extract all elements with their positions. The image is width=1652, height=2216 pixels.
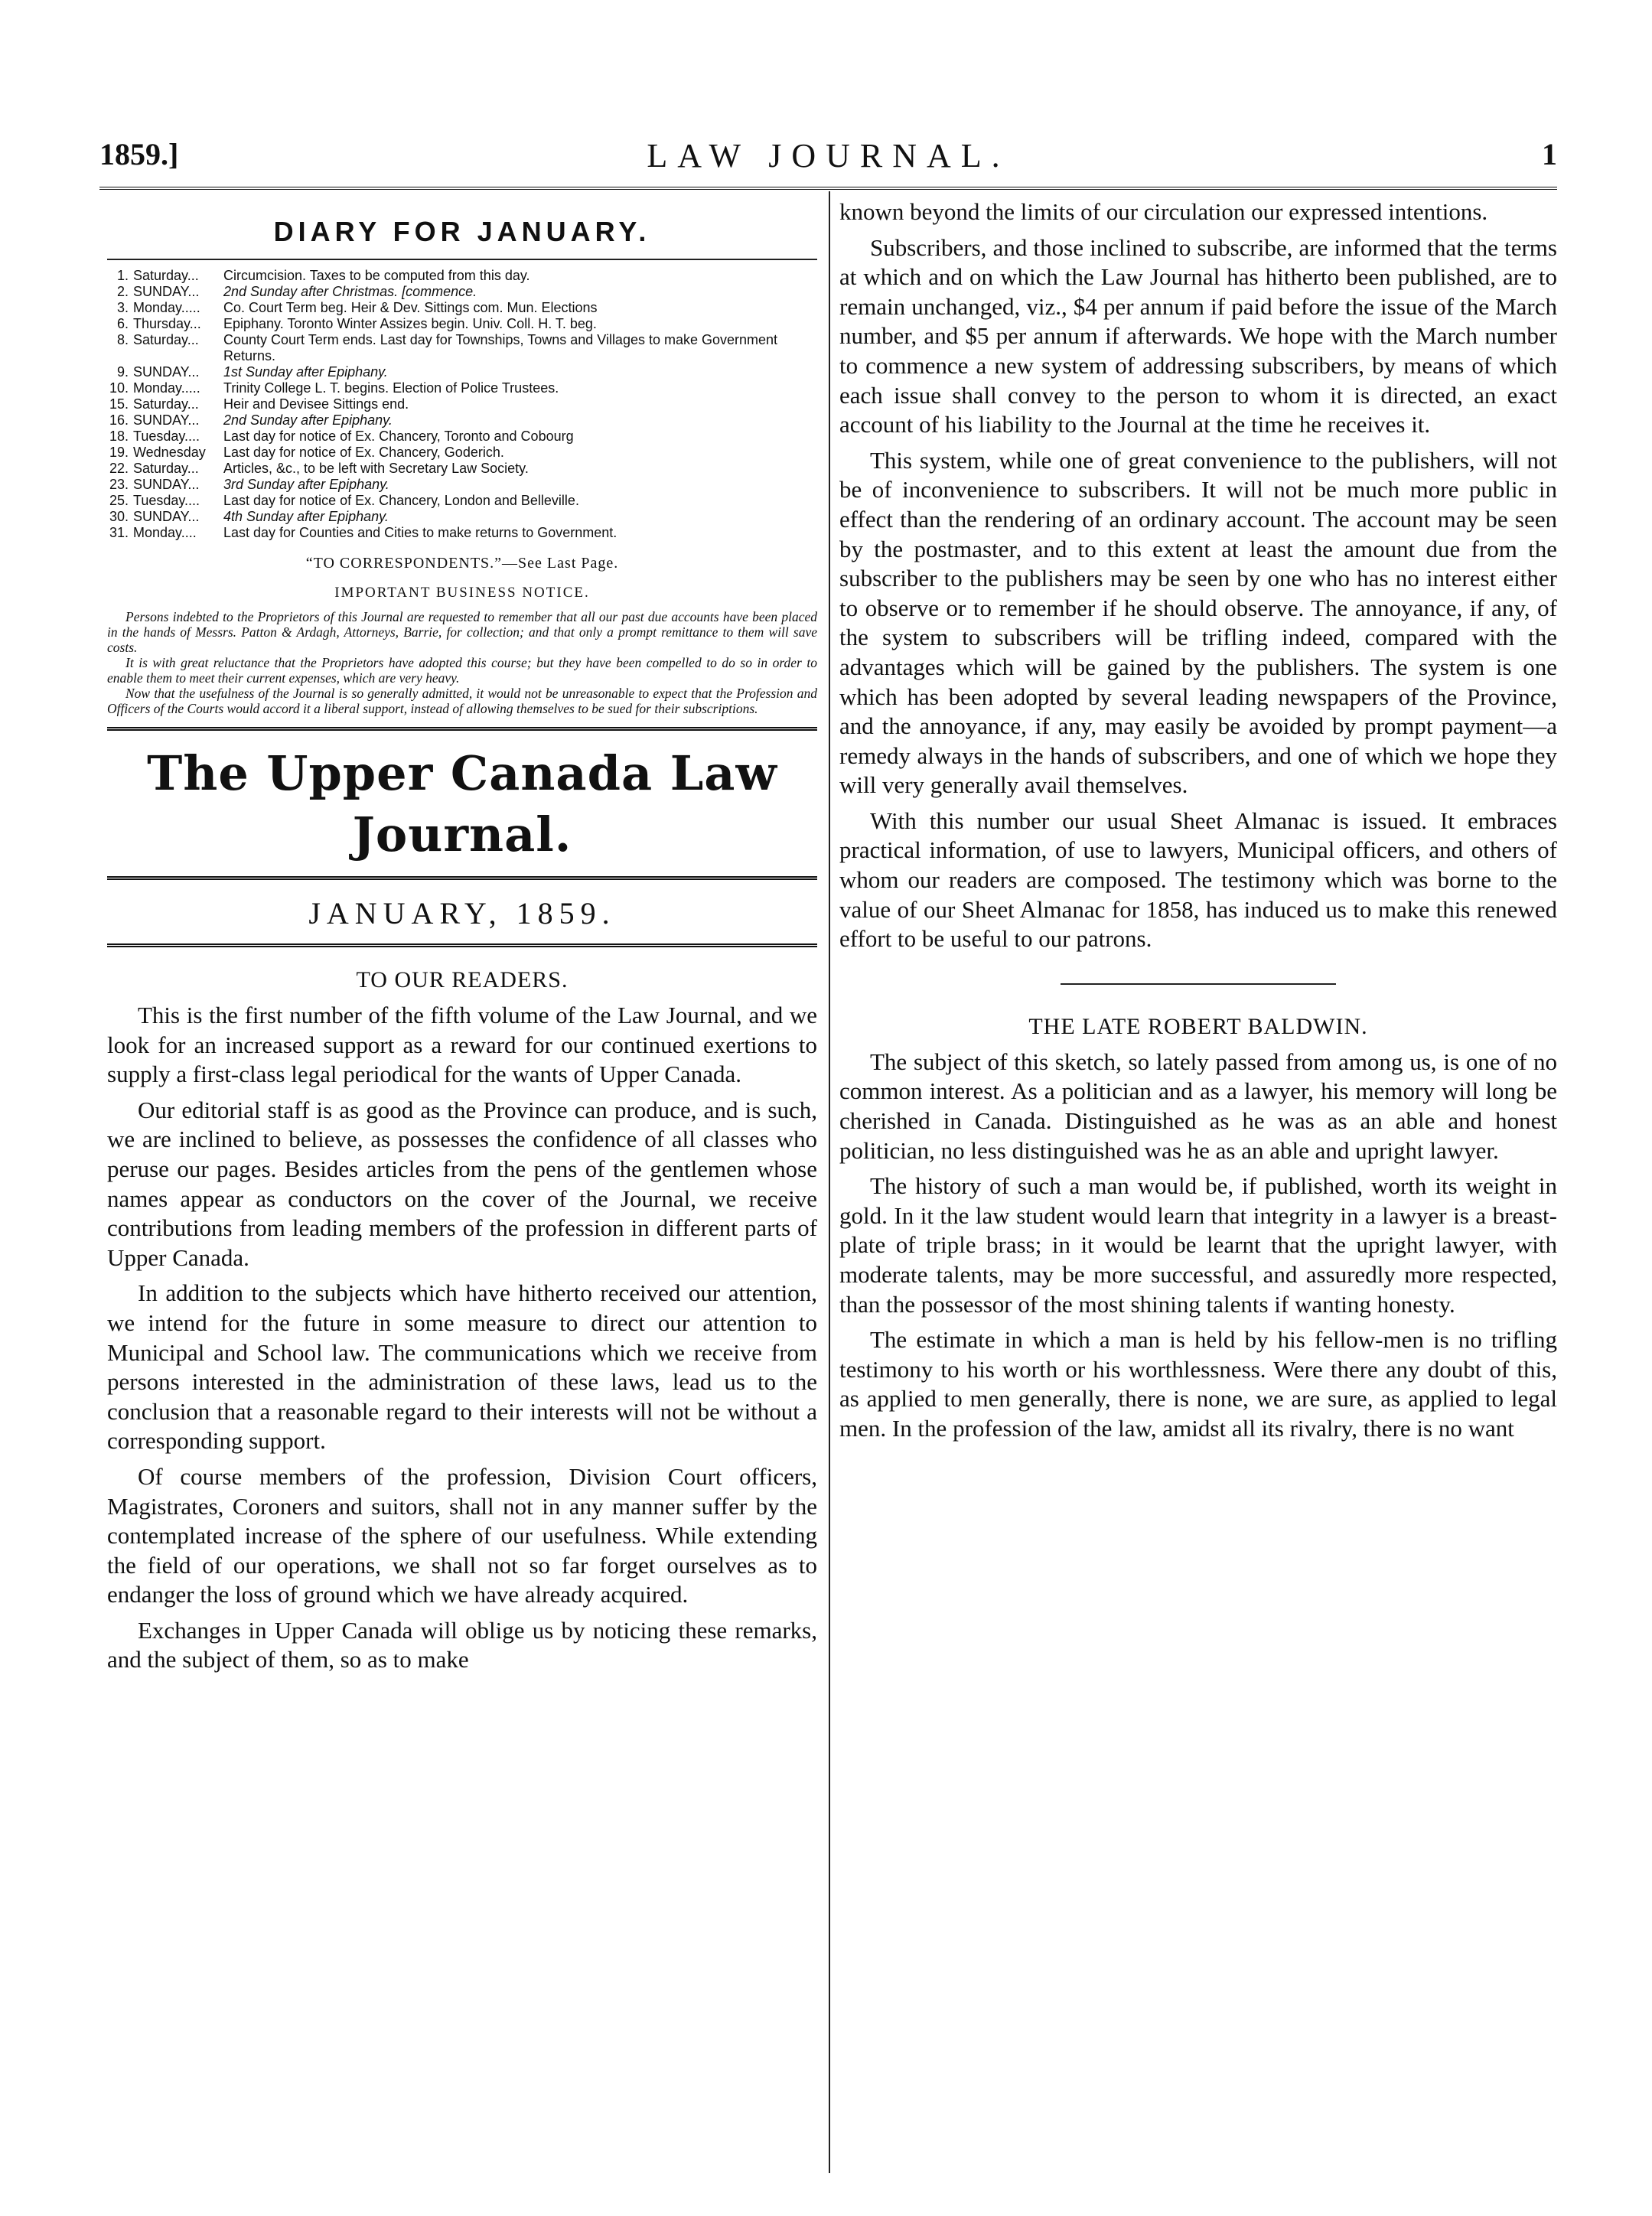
diary-list xyxy=(107,268,817,541)
diary-entry: 2. SUNDAY... 2nd Sunday after Christmas. [commence. xyxy=(116,284,477,299)
diary-entry: 30. SUNDAY... 4th Sunday after Epiphany. xyxy=(109,509,389,524)
notice-paragraph: It is with great reluctance that the Proprietors have adopted this course; but they have been compelled to do so in order to enable them to meet their current expenses, which are very heavy. xyxy=(107,655,817,686)
section-title: TO OUR READERS. xyxy=(356,967,569,992)
body-paragraph: The history of such a man would be, if published, worth its weight in gold. In it the law student would learn that integrity in a lawyer is a breast-plate of triple brass; in it would be learnt that the upright lawyer, with moderate talents, may be more successful, and assuredly more respected, than the possessor of the most shining talents if wanting honesty. xyxy=(839,1172,1557,1318)
body-paragraph: In addition to the subjects which have hitherto received our attention, we intend for the future in some measure to direct our attention to Municipal and School law. The communications which we receive from persons interested in the administration of these laws, lead us to the conclusion that a reasonable regard to their interests will not be without a corresponding support. xyxy=(107,1279,817,1455)
diary-entry: 31. Monday.... Last day for Counties and Cities to make returns to Government. xyxy=(109,525,617,540)
divider xyxy=(107,259,817,260)
body-paragraph: Our editorial staff is as good as the Province can produce, and is such, we are inclined to believe, as possesses the confidence of all classes who peruse our pages. Besides articles from the pens of the gentlemen whose names appear as conductors on the cover of the Journal, we receive contributions from leading members of the profession in different parts of Upper Canada. xyxy=(107,1096,817,1271)
header-rule xyxy=(99,187,1557,190)
issue-date: JANUARY, 1859. xyxy=(308,896,616,930)
body-paragraph: Of course members of the profession, Division Court officers, Magistrates, Coroners and suitors, shall not in any manner suffer by the contemplated increase of the sphere of our usefulness. While extending the field of our operations, we shall not so far forget ourselves as to endanger the loss of ground which we have already acquired. xyxy=(107,1462,817,1608)
divider xyxy=(107,943,817,947)
column-divider xyxy=(829,191,830,2173)
diary-entry: 23. SUNDAY... 3rd Sunday after Epiphany. xyxy=(109,477,389,492)
body-paragraph: This is the first number of the fifth volume of the Law Journal, and we look for an increased support as a reward for our continued exertions to supply a first-class legal periodical for the wants of Upper Canada. xyxy=(107,1002,817,1088)
notice-paragraph: Persons indebted to the Proprietors of this Journal are requested to remember that all our past due accounts have been placed in the hands of Messrs. Patton & Ardagh, Attorneys, Barrie, for collection; and that only a prompt remittance to them will save costs. xyxy=(107,609,817,655)
notice-title: IMPORTANT BUSINESS NOTICE. xyxy=(334,585,590,601)
correspondents-note: “TO CORRESPONDENTS.”—See Last Page. xyxy=(305,555,619,572)
divider xyxy=(107,876,817,880)
diary-entry: 10. Monday..... Trinity College L. T. begins. Election of Police Trustees. xyxy=(109,380,559,396)
body-paragraph: Subscribers, and those inclined to subscribe, are informed that the terms at which and on which the Law Journal has hitherto been published, are to remain unchanged, viz., $4 per annum if paid before the issue of the March number, and $5 per annum if afterwards. We hope with the March number to commence a new system of addressing subscribers, by means of which each issue shall convey to the person to whom it is directed, an exact account of his liability to the Journal at the time he receives it. xyxy=(839,233,1557,438)
masthead: The Upper Canada Law Journal. xyxy=(147,745,777,862)
left-column xyxy=(107,197,817,1681)
diary-entry: 9. SUNDAY... 1st Sunday after Epiphany. xyxy=(116,364,388,380)
diary-entry: 3. Monday..... Co. Court Term beg. Heir & Dev. Sittings com. Mun. Elections xyxy=(116,300,598,315)
body-paragraph: With this number our usual Sheet Almanac is issued. It embraces practical information, of use to lawyers, Municipal officers, and others of whom our readers are composed. The testimony which was borne to the value of our Sheet Almanac for 1858, has induced us to make this renewed effort to be useful to our patrons. xyxy=(839,807,1557,953)
body-paragraph: The estimate in which a man is held by his fellow-men is no trifling testimony to his worth or his worthlessness. Were there any doubt of this, as applied to men generally, there is none, we are sure, as applied to legal men. In the profession of the law, amidst all its rivalry, there is no want xyxy=(839,1326,1557,1442)
diary-entry: 8. Saturday... County Court Term ends. Last day for Townships, Towns and Villages to make Government Returns. xyxy=(116,332,778,363)
divider xyxy=(1061,983,1336,985)
page-header xyxy=(99,129,1557,182)
body-paragraph: known beyond the limits of our circulation our expressed intentions. xyxy=(839,198,1488,225)
body-paragraph: Exchanges in Upper Canada will oblige us by noticing these remarks, and the subject of them, so as to make xyxy=(107,1616,817,1673)
diary-entry: 22. Saturday... Articles, &c., to be left with Secretary Law Society. xyxy=(109,461,529,476)
diary-title: DIARY FOR JANUARY. xyxy=(273,216,651,247)
diary-entry: 18. Tuesday.... Last day for notice of Ex. Chancery, Toronto and Cobourg xyxy=(109,429,574,444)
diary-entry: 19. Wednesday Last day for notice of Ex. Chancery, Goderich. xyxy=(109,445,504,460)
diary-entry: 15. Saturday... Heir and Devisee Sittings end. xyxy=(109,396,409,412)
body-paragraph: This system, while one of great convenience to the publishers, will not be of inconvenience to subscribers. It will not be much more public in effect than the rendering of an ordinary account. The account may be seen by the postmaster, and to this extent at least the amount due from the subscriber to the publishers may be seen by one who has no interest either to observe or to remember if he should observe. The annoyance, if any, of the system to subscribers will be trifling indeed, compared with the advantages which will be gained by the publishers. The system is one which has been adopted by several leading newspapers of the Province, and the annoyance, if any, may easily be avoided by prompt payment—a remedy always in the hands of subscribers, and one of which we hope they will very generally avail themselves. xyxy=(839,446,1557,799)
section-title: THE LATE ROBERT BALDWIN. xyxy=(1028,1013,1368,1039)
diary-entry: 6. Thursday... Epiphany. Toronto Winter Assizes begin. Univ. Coll. H. T. beg. xyxy=(116,316,597,331)
diary-entry: 16. SUNDAY... 2nd Sunday after Epiphany. xyxy=(109,412,393,428)
diary-entry: 25. Tuesday.... Last day for notice of Ex. Chancery, London and Belleville. xyxy=(109,493,579,508)
notice-paragraph: Now that the usefulness of the Journal is so generally admitted, it would not be unreasonable to expect that the Profession and Officers of the Courts would accord it a liberal support, instead of allowing themselves to be sued for their subscriptions. xyxy=(107,686,817,716)
divider xyxy=(107,727,817,731)
diary-entry: 1. Saturday... Circumcision. Taxes to be computed from this day. xyxy=(116,268,530,283)
header-year: 1859.] xyxy=(99,137,179,171)
page-number: 1 xyxy=(1542,137,1557,171)
body-paragraph: The subject of this sketch, so lately passed from among us, is one of no common interest. As a politician and as a lawyer, his memory will long be cherished in Canada. Distinguished as he was as an able and honest politician, no less distinguished was he as an able and upright lawyer. xyxy=(839,1048,1557,1164)
journal-running-title: LAW JOURNAL. xyxy=(647,137,1010,174)
right-column xyxy=(839,197,1557,1450)
